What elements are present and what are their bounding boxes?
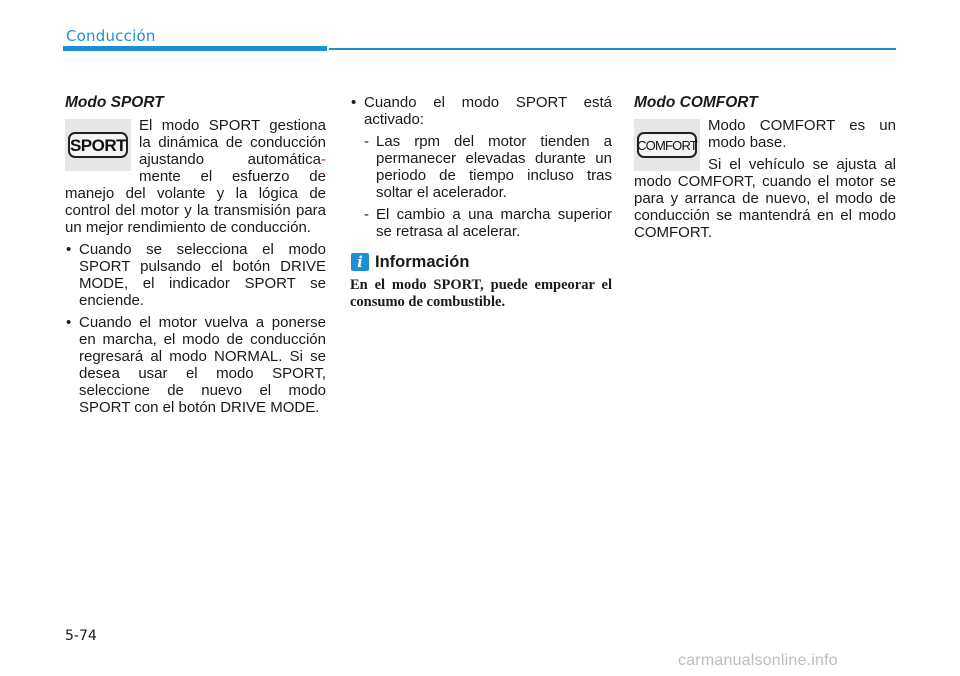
sport-intro-hyphen: - xyxy=(321,151,326,168)
sport-intro-part-b: mente el esfuerzo de manejo del volante y la lógica de control del motor y la transmisión para un mejor rendimiento de conducción. xyxy=(65,168,326,236)
sport-mode-icon: SPORT xyxy=(68,132,128,158)
sport-column xyxy=(65,94,326,421)
info-header xyxy=(350,253,612,271)
comfort-column xyxy=(634,94,896,246)
sport-intro-part-a: El modo SPORT gestiona la dinámica de conducción ajustando automática xyxy=(139,117,326,168)
sport-dash-text-2: El cambio a una marcha superior se retrasa al acelerar. xyxy=(376,206,612,240)
section-title: Conducción xyxy=(66,27,156,45)
info-icon: i xyxy=(351,253,369,271)
page-number: 5-74 xyxy=(65,628,97,644)
info-title: Información xyxy=(375,252,470,271)
watermark: carmanualsonline.info xyxy=(678,652,838,669)
comfort-paragraph-1: Modo COMFORT es un modo base. xyxy=(708,117,896,151)
sport-active-bullet: • Cuando el modo SPORT está activado: xyxy=(350,94,612,128)
sport-dash-item-2 xyxy=(350,206,612,240)
comfort-icon-box xyxy=(634,119,700,171)
comfort-mode-icon: COMFORT xyxy=(637,132,697,158)
dash-mark: - xyxy=(364,133,369,150)
comfort-heading: Modo COMFORT xyxy=(634,94,758,111)
info-text: En el modo SPORT, puede empeorar el consumo de combustible. xyxy=(350,277,612,310)
sport-dash-text-1: Las rpm del motor tienden a permanecer elevadas durante un periodo de tiempo incluso tras soltar el acelerador. xyxy=(376,133,612,201)
header-rule-thick xyxy=(63,46,327,51)
sport-active-column xyxy=(350,94,612,311)
sport-bullet-1: • Cuando se selecciona el modo SPORT pulsando el botón DRIVE MODE, el indicador SPORT se enciende. xyxy=(65,241,326,309)
header-rule-thin xyxy=(329,48,896,50)
sport-dash-item-1 xyxy=(350,133,612,201)
comfort-paragraph-2: Si el vehículo se ajusta al modo COMFORT, cuando el motor se para y arranca de nuevo, el modo de conducción se mantendrá en el modo COMFORT. xyxy=(634,156,896,241)
dash-mark: - xyxy=(364,206,369,223)
sport-icon-box xyxy=(65,119,131,171)
sport-bullet-2: • Cuando el motor vuelva a ponerse en marcha, el modo de conducción regresará al modo NORMAL. Si se desea usar el modo SPORT, seleccione de nuevo el modo SPORT con el botón DRIVE MODE. xyxy=(65,314,326,416)
sport-heading: Modo SPORT xyxy=(65,94,164,111)
